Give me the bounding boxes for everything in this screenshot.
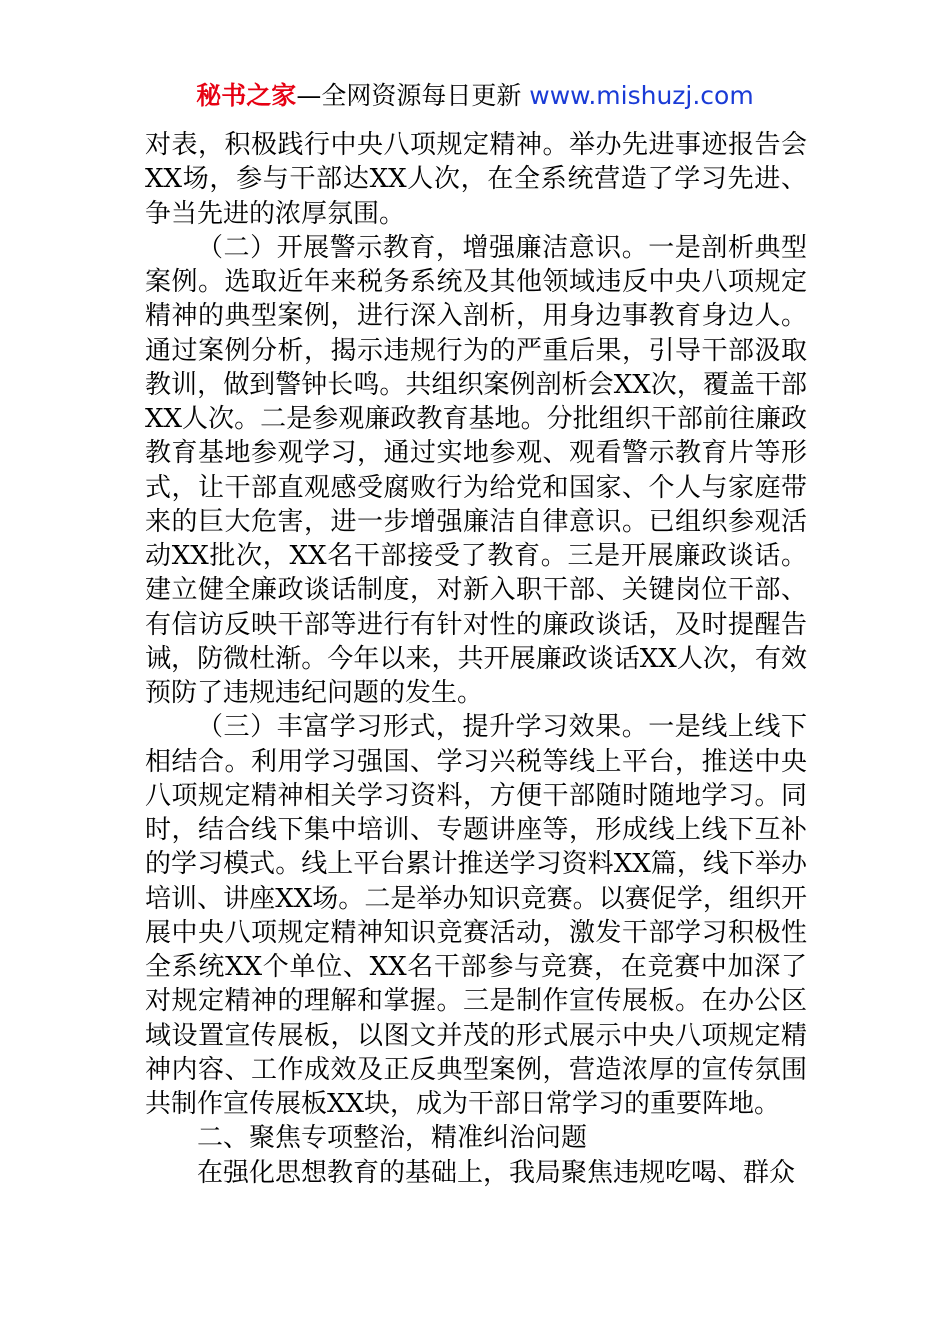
site-brand: 秘书之家 (196, 81, 297, 110)
paragraph-final: 在强化思想教育的基础上，我局聚焦违规吃喝、群众 (197, 1157, 796, 1188)
paragraph-learning-forms: （三）丰富学习形式，提升学习效果。一是线上线下相结合。利用学习强国、学习兴税等线上平台，推送中央八项规定精神相关学习资料，方便干部随时随地学习。同时，结合线下集中培训、专题讲座等，形成线上线下互补的学习模式。线上平台累计推送学习资料XX篇，线下举办培训、讲座XX场。二是举办知识竞赛。以赛促学，组织开展中央八项规定精神知识竞赛活动，激发干部学习积极性全系统XX个单位、XX名干部参与竞赛，在竞赛中加深了对规定精神的理解和掌握。三是制作宣传展板。在办公区域设置宣传展板，以图文并茂的形式展示中央八项规定精神内容、工作成效及正反典型案例，营造浓厚的宣传氛围共制作宣传展板XX块，成为干部日常学习的重要阵地。 (145, 712, 807, 1119)
site-url-link[interactable]: www.mishuzj.com (529, 81, 754, 110)
site-tagline: —全网资源每日更新 (296, 81, 522, 110)
paragraph-warning-education: （二）开展警示教育，增强廉洁意识。一是剖析典型案例。选取近年来税务系统及其他领域违反中央八项规定精神的典型案例，进行深入剖析，用身边事教育身边人。通过案例分析，揭示违规行为的严重后果，引导干部汲取教训，做到警钟长鸣。共组织案例剖析会XX次，覆盖干部XX人次。二是参观廉政教育基地。分批组织干部前往廉政教育基地参观学习，通过实地参观、观看警示教育片等形式，让干部直观感受腐败行为给党和国家、个人与家庭带来的巨大危害，进一步增强廉洁自律意识。已组织参观活动XX批次，XX名干部接受了教育。三是开展廉政谈话。建立健全廉政谈话制度，对新入职干部、关键岗位干部、有信访反映干部等进行有针对性的廉政谈话，及时提醒告诫，防微杜渐。今年以来，共开展廉政谈话XX人次，有效预防了违规违纪问题的发生。 (145, 232, 807, 708)
paragraph-continuation: 对表，积极践行中央八项规定精神。举办先进事迹报告会XX场，参与干部达XX人次，在全系统营造了学习先进、争当先进的浓厚氛围。 (145, 130, 807, 229)
section-heading: 二、聚焦专项整治，精准纠治问题 (197, 1123, 588, 1154)
document-body (145, 128, 807, 1190)
site-header (0, 78, 950, 114)
